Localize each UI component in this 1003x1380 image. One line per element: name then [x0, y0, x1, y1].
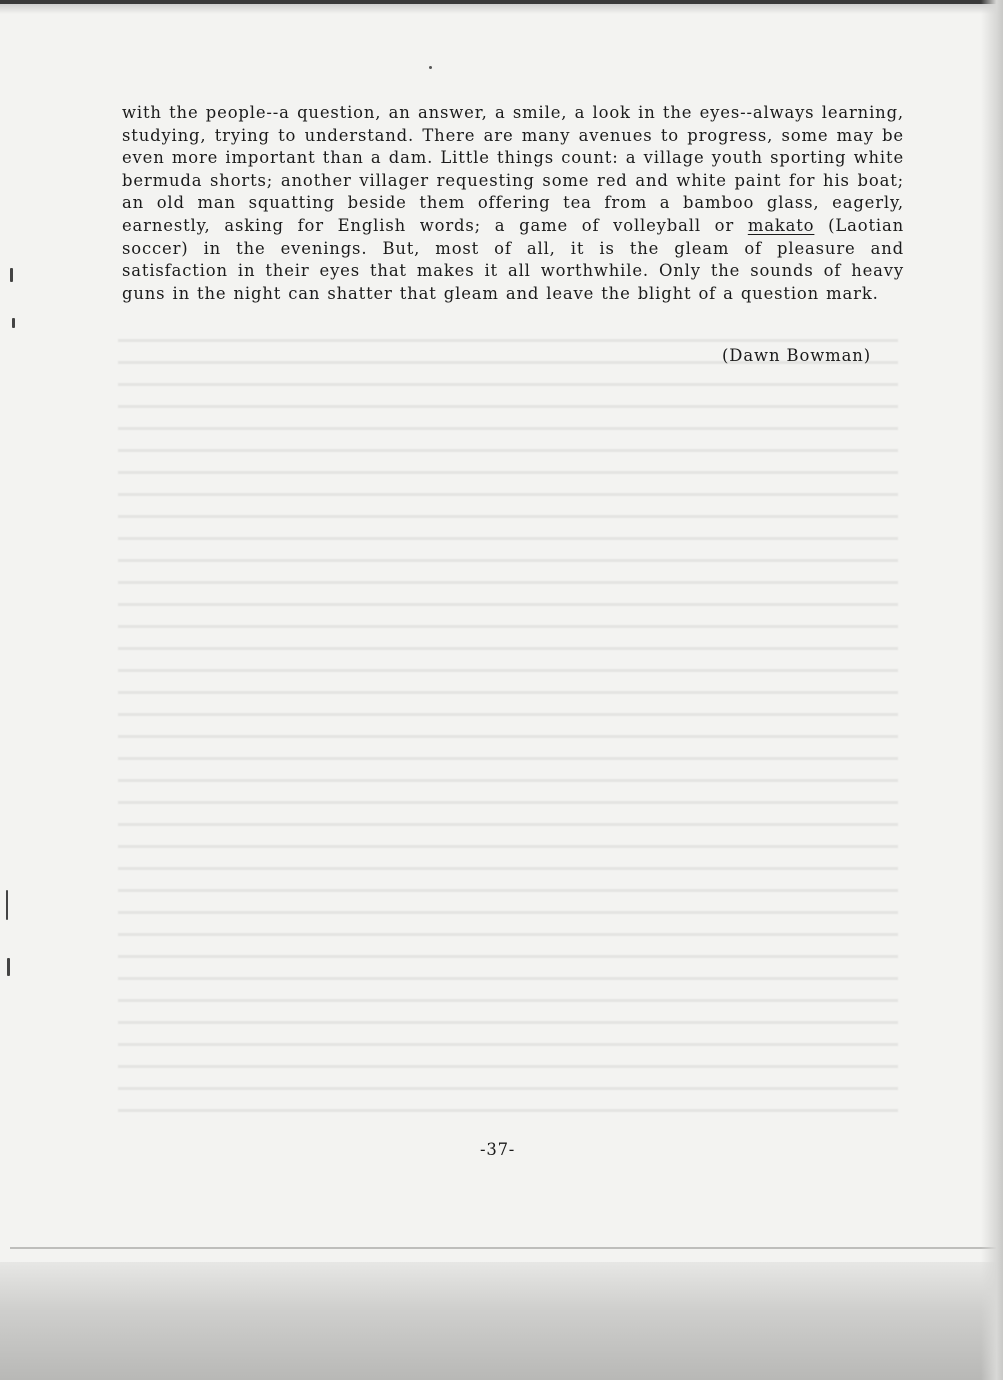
show-through-text	[118, 330, 898, 1120]
scan-page-edge	[10, 1247, 1003, 1249]
body-paragraph	[122, 102, 904, 305]
page-number: -37-	[480, 1140, 516, 1159]
margin-mark	[12, 318, 15, 328]
author-signature: (Dawn Bowman)	[722, 346, 872, 365]
paragraph-text-start: with the people--a question, an answer, a smile, a look in the eyes--always learning, studying, trying to understand. There are many avenues to progress, some may be even more important than a dam. Little things count: a village youth sporting white bermuda shorts; another villager requesting some red and white paint for his boat; an old man squatting beside them offering tea from a bamboo glass, eagerly, earnestly, asking for English words; a game of volleyball or	[122, 103, 904, 235]
underlined-term: makato	[747, 215, 815, 235]
scan-bottom-margin	[0, 1262, 1003, 1380]
scan-right-shadow	[981, 0, 1003, 1380]
paragraph-text-end: (Laotian soccer) in the evenings. But, most of all, it is the gleam of pleasure and satisfaction in their eyes that makes it all worthwhile. Only the sounds of heavy guns in the night can shatter that gleam and leave the blight of a question mark.	[122, 215, 904, 303]
margin-mark	[10, 268, 13, 282]
margin-mark	[6, 890, 8, 920]
scan-speck	[429, 66, 432, 69]
scan-top-shade	[0, 4, 1003, 14]
margin-mark	[7, 958, 10, 976]
